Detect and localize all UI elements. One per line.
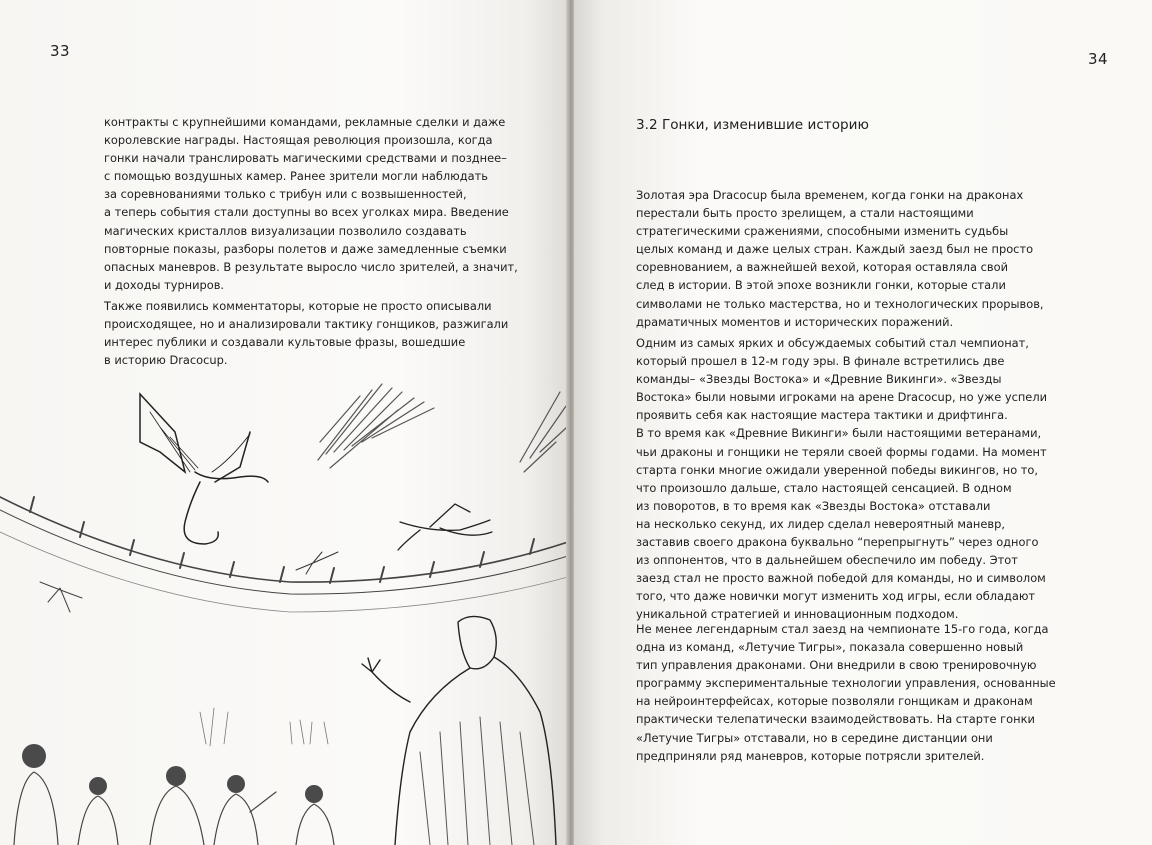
storm-sky-strokes (318, 384, 566, 472)
text-line: проявить себя как настоящие мастера тактики и дрифтинга. (636, 408, 1008, 423)
text-line: программу экспериментальные технологии управления, основанные (636, 676, 1056, 691)
text-line: Не менее легендарным стал заезд на чемпионате 15-го года, когда (636, 622, 1049, 636)
text-line: символами не только мастерства, но и технологических прорывов, (636, 296, 1044, 311)
text-line: Востока» были новыми игроками на арене Dracocup, но уже успели (636, 390, 1047, 405)
left-page (0, 0, 568, 845)
text-line: одна из команд, «Летучие Тигры», показала совершенно новый (636, 640, 1024, 655)
text-line: из оппонентов, что в дальнейшем обеспечило им победу. Этот (636, 553, 1018, 568)
page-number-right: 34 (1088, 50, 1109, 68)
text-line: что произошло дальше, стало настоящей сенсацией. В одном (636, 480, 1012, 495)
text-line: и доходы турниров. (104, 277, 225, 292)
text-line: старта гонки многие ожидали уверенной победы викингов, но то, (636, 462, 1039, 477)
text-line: Одним из самых ярких и обсуждаемых событий стал чемпионат, (636, 336, 1029, 350)
text-line: соревнованием, а важнейшей вехой, которая оставляла свой (636, 260, 1008, 275)
dragon-middle (398, 504, 492, 550)
wizard-figure (362, 616, 556, 845)
text-line: на нейроинтерфейсах, которые позволяли гонщикам и драконам (636, 694, 1033, 709)
text-line: с помощью воздушных камер. Ранее зрители могли наблюдать (104, 169, 488, 184)
distant-spectators (200, 708, 328, 746)
text-line: а теперь события стали доступны во всех уголках мира. Введение (104, 205, 509, 220)
text-line: в историю Dracocup. (104, 353, 228, 368)
text-line: заезд стал не просто важной победой для команды, но и символом (636, 571, 1046, 586)
right-paragraph-3 (636, 620, 1056, 765)
text-line: заставив своего дракона буквально “перепрыгнуть” через одного (636, 535, 1039, 550)
dragon-large (140, 394, 268, 544)
left-paragraph-2 (104, 297, 508, 369)
text-line: который прошел в 12-м году эры. В финале встретились две (636, 354, 1005, 369)
section-heading: 3.2 Гонки, изменившие историю (636, 117, 869, 133)
text-line: практически телепатически взаимодействовать. На старте гонки (636, 712, 1035, 727)
dragon-race-sketch-illustration (0, 372, 568, 845)
text-line: опасных маневров. В результате выросло число зрителей, а значит, (104, 259, 518, 274)
text-line: В то время как «Древние Викинги» были настоящими ветеранами, (636, 426, 1042, 441)
crowd-silhouettes (22, 744, 323, 803)
arena-wall (0, 497, 568, 612)
text-line: драматичных моментов и исторических поражений. (636, 314, 954, 329)
right-paragraph-1 (636, 186, 1044, 331)
page-number-left: 33 (50, 42, 71, 60)
text-line: интерес публики и создавали культовые фразы, вошедшие (104, 335, 466, 350)
text-line: целых команд и даже целых стран. Каждый заезд был не просто (636, 242, 1034, 257)
text-line: чьи драконы и гонщики не теряли своей формы годами. На момент (636, 444, 1047, 459)
text-line: «Летучие Тигры» отставали, но в середине дистанции они (636, 730, 993, 745)
right-paragraph-2 (636, 334, 1047, 624)
text-line: повторные показы, разборы полетов и даже замедленные съемки (104, 241, 507, 256)
dragon-distant (40, 582, 82, 612)
text-line: стратегическими сражениями, способными изменить судьбы (636, 224, 1009, 239)
text-line: на несколько секунд, их лидер сделал невероятный маневр, (636, 516, 1005, 531)
text-line: гонки начали транслировать магическими средствами и позднее– (104, 151, 507, 166)
text-line: Также появились комментаторы, которые не просто описывали (104, 299, 492, 313)
text-line: королевские награды. Настоящая революция произошла, когда (104, 133, 493, 148)
text-line: магических кристаллов визуализации позволило создавать (104, 223, 467, 238)
text-line: Золотая эра Dracocup была временем, когда гонки на драконах (636, 188, 1024, 202)
left-paragraph-1 (104, 113, 518, 294)
dragon-small (296, 552, 338, 574)
text-line: предприняли ряд маневров, которые потрясли зрителей. (636, 748, 985, 763)
text-line: за соревнованиями только с трибун или с возвышенностей, (104, 187, 467, 202)
text-line: происходящее, но и анализировали тактику гонщиков, разжигали (104, 317, 509, 332)
text-line: из поворотов, в то время как «Звезды Востока» отставали (636, 498, 991, 513)
text-line: тип управления драконами. Они внедрили в свою тренировочную (636, 658, 1037, 673)
text-line: команды– «Звезды Востока» и «Древние Викинги». «Звезды (636, 372, 1002, 387)
text-line: перестали быть просто зрелищем, а стали настоящими (636, 206, 974, 221)
text-line: того, что даже новички могут изменить ход игры, если обладают (636, 589, 1036, 604)
text-line: след в истории. В этой эпохе возникли гонки, которые стали (636, 278, 1006, 293)
text-line: контракты с крупнейшими командами, рекламные сделки и даже (104, 115, 506, 129)
text-line: уникальной стратегией и инновационным подходом. (636, 607, 959, 622)
